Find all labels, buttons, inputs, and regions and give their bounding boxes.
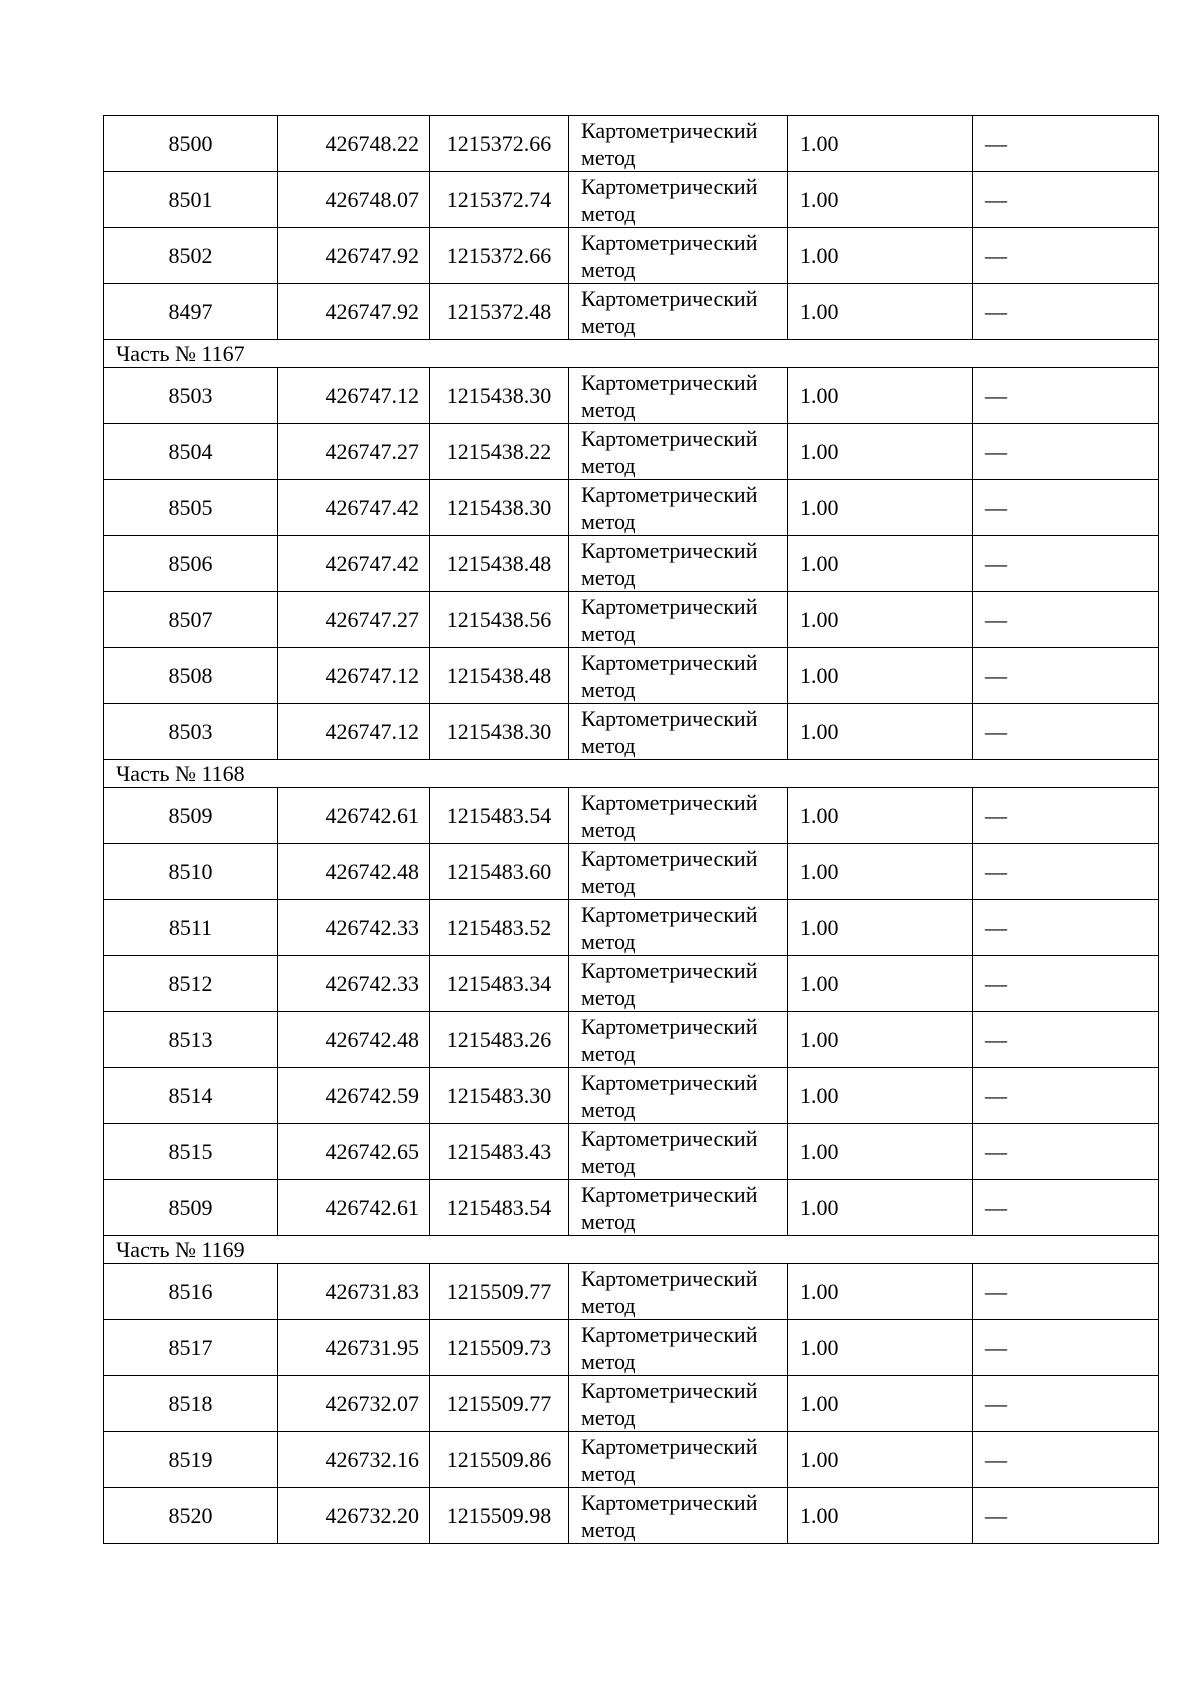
accuracy-cell: 1.00 <box>788 1488 973 1544</box>
point-number-cell: 8505 <box>104 480 278 536</box>
table-row <box>104 284 1159 340</box>
point-number-cell: 8501 <box>104 172 278 228</box>
y-coordinate-cell: 1215372.66 <box>430 116 569 172</box>
method-line-1: Картометрический <box>581 1069 758 1095</box>
x-coordinate-cell: 426742.48 <box>278 844 430 900</box>
method-line-2: метод <box>581 144 636 170</box>
table-row <box>104 368 1159 424</box>
x-coordinate-cell: 426747.27 <box>278 424 430 480</box>
table-row <box>104 1320 1159 1376</box>
method-cell <box>569 116 788 172</box>
description-cell: — <box>973 284 1159 340</box>
method-cell <box>569 648 788 704</box>
point-number-cell: 8502 <box>104 228 278 284</box>
method-line-2: метод <box>581 200 636 226</box>
method-line-1: Картометрический <box>581 1265 758 1291</box>
table-row <box>104 900 1159 956</box>
accuracy-cell: 1.00 <box>788 1068 973 1124</box>
x-coordinate-cell: 426732.07 <box>278 1376 430 1432</box>
y-coordinate-cell: 1215483.60 <box>430 844 569 900</box>
table-row <box>104 1376 1159 1432</box>
method-cell <box>569 480 788 536</box>
point-number-cell: 8513 <box>104 1012 278 1068</box>
method-line-2: метод <box>581 928 636 954</box>
point-number-cell: 8512 <box>104 956 278 1012</box>
y-coordinate-cell: 1215483.43 <box>430 1124 569 1180</box>
method-line-1: Картометрический <box>581 593 758 619</box>
description-cell: — <box>973 648 1159 704</box>
accuracy-cell: 1.00 <box>788 480 973 536</box>
method-line-2: метод <box>581 732 636 758</box>
description-cell: — <box>973 704 1159 760</box>
y-coordinate-cell: 1215509.98 <box>430 1488 569 1544</box>
point-number-cell: 8503 <box>104 368 278 424</box>
accuracy-cell: 1.00 <box>788 1376 973 1432</box>
x-coordinate-cell: 426732.20 <box>278 1488 430 1544</box>
table-row <box>104 1180 1159 1236</box>
y-coordinate-cell: 1215438.56 <box>430 592 569 648</box>
method-cell <box>569 956 788 1012</box>
method-line-2: метод <box>581 508 636 534</box>
method-line-2: метод <box>581 872 636 898</box>
accuracy-cell: 1.00 <box>788 788 973 844</box>
accuracy-cell: 1.00 <box>788 1264 973 1320</box>
method-line-1: Картометрический <box>581 117 758 143</box>
y-coordinate-cell: 1215372.74 <box>430 172 569 228</box>
method-cell <box>569 1124 788 1180</box>
method-line-2: метод <box>581 564 636 590</box>
method-line-1: Картометрический <box>581 537 758 563</box>
method-line-1: Картометрический <box>581 901 758 927</box>
description-cell: — <box>973 1376 1159 1432</box>
table-row <box>104 480 1159 536</box>
point-number-cell: 8509 <box>104 788 278 844</box>
point-number-cell: 8497 <box>104 284 278 340</box>
point-number-cell: 8520 <box>104 1488 278 1544</box>
table-row <box>104 424 1159 480</box>
part-header-label: Часть № 1169 <box>104 1236 1159 1264</box>
accuracy-cell: 1.00 <box>788 648 973 704</box>
method-cell <box>569 1376 788 1432</box>
method-cell <box>569 1320 788 1376</box>
description-cell: — <box>973 1264 1159 1320</box>
x-coordinate-cell: 426747.42 <box>278 480 430 536</box>
table-row <box>104 1264 1159 1320</box>
method-line-2: метод <box>581 1152 636 1178</box>
method-line-1: Картометрический <box>581 1377 758 1403</box>
table-row <box>104 1068 1159 1124</box>
table-row <box>104 788 1159 844</box>
y-coordinate-cell: 1215438.22 <box>430 424 569 480</box>
part-header-row <box>104 1236 1159 1264</box>
method-line-1: Картометрический <box>581 1489 758 1515</box>
method-line-1: Картометрический <box>581 1181 758 1207</box>
method-cell <box>569 1264 788 1320</box>
y-coordinate-cell: 1215483.34 <box>430 956 569 1012</box>
accuracy-cell: 1.00 <box>788 1012 973 1068</box>
accuracy-cell: 1.00 <box>788 172 973 228</box>
x-coordinate-cell: 426747.12 <box>278 648 430 704</box>
method-line-2: метод <box>581 1096 636 1122</box>
accuracy-cell: 1.00 <box>788 1180 973 1236</box>
description-cell: — <box>973 1320 1159 1376</box>
method-cell <box>569 172 788 228</box>
point-number-cell: 8517 <box>104 1320 278 1376</box>
method-line-1: Картометрический <box>581 789 758 815</box>
method-line-1: Картометрический <box>581 369 758 395</box>
method-line-2: метод <box>581 1348 636 1374</box>
method-line-1: Картометрический <box>581 957 758 983</box>
y-coordinate-cell: 1215438.30 <box>430 704 569 760</box>
accuracy-cell: 1.00 <box>788 284 973 340</box>
method-cell <box>569 228 788 284</box>
table-row <box>104 704 1159 760</box>
method-line-2: метод <box>581 816 636 842</box>
method-line-2: метод <box>581 1516 636 1542</box>
method-line-2: метод <box>581 1292 636 1318</box>
point-number-cell: 8514 <box>104 1068 278 1124</box>
method-line-1: Картометрический <box>581 649 758 675</box>
y-coordinate-cell: 1215483.30 <box>430 1068 569 1124</box>
x-coordinate-cell: 426747.27 <box>278 592 430 648</box>
x-coordinate-cell: 426731.83 <box>278 1264 430 1320</box>
method-line-2: метод <box>581 984 636 1010</box>
method-cell <box>569 844 788 900</box>
point-number-cell: 8503 <box>104 704 278 760</box>
part-header-label: Часть № 1167 <box>104 340 1159 368</box>
description-cell: — <box>973 956 1159 1012</box>
point-number-cell: 8508 <box>104 648 278 704</box>
method-line-1: Картометрический <box>581 229 758 255</box>
table-row <box>104 1124 1159 1180</box>
y-coordinate-cell: 1215438.48 <box>430 536 569 592</box>
description-cell: — <box>973 844 1159 900</box>
x-coordinate-cell: 426742.61 <box>278 788 430 844</box>
y-coordinate-cell: 1215509.77 <box>430 1376 569 1432</box>
method-cell <box>569 1432 788 1488</box>
description-cell: — <box>973 1068 1159 1124</box>
method-line-2: метод <box>581 312 636 338</box>
point-number-cell: 8511 <box>104 900 278 956</box>
coordinates-table-body <box>104 116 1159 1544</box>
table-row <box>104 172 1159 228</box>
method-line-2: метод <box>581 676 636 702</box>
point-number-cell: 8518 <box>104 1376 278 1432</box>
x-coordinate-cell: 426732.16 <box>278 1432 430 1488</box>
y-coordinate-cell: 1215438.30 <box>430 480 569 536</box>
accuracy-cell: 1.00 <box>788 592 973 648</box>
method-cell <box>569 1012 788 1068</box>
table-row <box>104 592 1159 648</box>
x-coordinate-cell: 426747.12 <box>278 704 430 760</box>
method-cell <box>569 704 788 760</box>
point-number-cell: 8507 <box>104 592 278 648</box>
method-cell <box>569 900 788 956</box>
point-number-cell: 8509 <box>104 1180 278 1236</box>
accuracy-cell: 1.00 <box>788 116 973 172</box>
table-row <box>104 536 1159 592</box>
y-coordinate-cell: 1215509.77 <box>430 1264 569 1320</box>
accuracy-cell: 1.00 <box>788 704 973 760</box>
method-cell <box>569 536 788 592</box>
y-coordinate-cell: 1215483.54 <box>430 788 569 844</box>
method-line-1: Картометрический <box>581 1013 758 1039</box>
method-line-1: Картометрический <box>581 1433 758 1459</box>
accuracy-cell: 1.00 <box>788 1432 973 1488</box>
part-header-label: Часть № 1168 <box>104 760 1159 788</box>
method-line-1: Картометрический <box>581 173 758 199</box>
accuracy-cell: 1.00 <box>788 368 973 424</box>
table-row <box>104 1012 1159 1068</box>
description-cell: — <box>973 228 1159 284</box>
description-cell: — <box>973 368 1159 424</box>
description-cell: — <box>973 536 1159 592</box>
x-coordinate-cell: 426747.12 <box>278 368 430 424</box>
method-cell <box>569 424 788 480</box>
table-row <box>104 228 1159 284</box>
coordinates-table <box>103 115 1159 1544</box>
x-coordinate-cell: 426747.92 <box>278 228 430 284</box>
point-number-cell: 8504 <box>104 424 278 480</box>
accuracy-cell: 1.00 <box>788 956 973 1012</box>
x-coordinate-cell: 426731.95 <box>278 1320 430 1376</box>
x-coordinate-cell: 426747.92 <box>278 284 430 340</box>
description-cell: — <box>973 480 1159 536</box>
y-coordinate-cell: 1215438.30 <box>430 368 569 424</box>
x-coordinate-cell: 426742.61 <box>278 1180 430 1236</box>
part-header-row <box>104 760 1159 788</box>
method-line-2: метод <box>581 1460 636 1486</box>
x-coordinate-cell: 426748.07 <box>278 172 430 228</box>
accuracy-cell: 1.00 <box>788 536 973 592</box>
method-cell <box>569 284 788 340</box>
table-row <box>104 844 1159 900</box>
table-row <box>104 648 1159 704</box>
method-line-2: метод <box>581 256 636 282</box>
method-cell <box>569 1068 788 1124</box>
y-coordinate-cell: 1215483.26 <box>430 1012 569 1068</box>
description-cell: — <box>973 788 1159 844</box>
point-number-cell: 8516 <box>104 1264 278 1320</box>
method-cell <box>569 592 788 648</box>
accuracy-cell: 1.00 <box>788 844 973 900</box>
x-coordinate-cell: 426742.33 <box>278 900 430 956</box>
method-line-1: Картометрический <box>581 285 758 311</box>
point-number-cell: 8519 <box>104 1432 278 1488</box>
method-line-2: метод <box>581 1208 636 1234</box>
method-cell <box>569 1180 788 1236</box>
x-coordinate-cell: 426742.59 <box>278 1068 430 1124</box>
description-cell: — <box>973 900 1159 956</box>
method-line-1: Картометрический <box>581 1321 758 1347</box>
description-cell: — <box>973 424 1159 480</box>
point-number-cell: 8500 <box>104 116 278 172</box>
accuracy-cell: 1.00 <box>788 1320 973 1376</box>
method-line-2: метод <box>581 620 636 646</box>
accuracy-cell: 1.00 <box>788 424 973 480</box>
description-cell: — <box>973 1488 1159 1544</box>
y-coordinate-cell: 1215483.54 <box>430 1180 569 1236</box>
y-coordinate-cell: 1215509.86 <box>430 1432 569 1488</box>
method-line-1: Картометрический <box>581 1125 758 1151</box>
y-coordinate-cell: 1215372.48 <box>430 284 569 340</box>
method-line-2: метод <box>581 1404 636 1430</box>
description-cell: — <box>973 1124 1159 1180</box>
description-cell: — <box>973 1180 1159 1236</box>
x-coordinate-cell: 426742.48 <box>278 1012 430 1068</box>
point-number-cell: 8515 <box>104 1124 278 1180</box>
description-cell: — <box>973 116 1159 172</box>
method-line-1: Картометрический <box>581 705 758 731</box>
accuracy-cell: 1.00 <box>788 228 973 284</box>
x-coordinate-cell: 426747.42 <box>278 536 430 592</box>
description-cell: — <box>973 592 1159 648</box>
table-row <box>104 116 1159 172</box>
table-row <box>104 956 1159 1012</box>
description-cell: — <box>973 1012 1159 1068</box>
accuracy-cell: 1.00 <box>788 900 973 956</box>
description-cell: — <box>973 1432 1159 1488</box>
method-line-2: метод <box>581 452 636 478</box>
point-number-cell: 8506 <box>104 536 278 592</box>
y-coordinate-cell: 1215483.52 <box>430 900 569 956</box>
method-line-2: метод <box>581 396 636 422</box>
part-header-row <box>104 340 1159 368</box>
method-cell <box>569 368 788 424</box>
method-cell <box>569 1488 788 1544</box>
x-coordinate-cell: 426748.22 <box>278 116 430 172</box>
method-line-1: Картометрический <box>581 845 758 871</box>
y-coordinate-cell: 1215438.48 <box>430 648 569 704</box>
method-cell <box>569 788 788 844</box>
point-number-cell: 8510 <box>104 844 278 900</box>
table-row <box>104 1488 1159 1544</box>
x-coordinate-cell: 426742.33 <box>278 956 430 1012</box>
y-coordinate-cell: 1215509.73 <box>430 1320 569 1376</box>
method-line-1: Картометрический <box>581 481 758 507</box>
description-cell: — <box>973 172 1159 228</box>
x-coordinate-cell: 426742.65 <box>278 1124 430 1180</box>
y-coordinate-cell: 1215372.66 <box>430 228 569 284</box>
method-line-2: метод <box>581 1040 636 1066</box>
method-line-1: Картометрический <box>581 425 758 451</box>
table-row <box>104 1432 1159 1488</box>
accuracy-cell: 1.00 <box>788 1124 973 1180</box>
